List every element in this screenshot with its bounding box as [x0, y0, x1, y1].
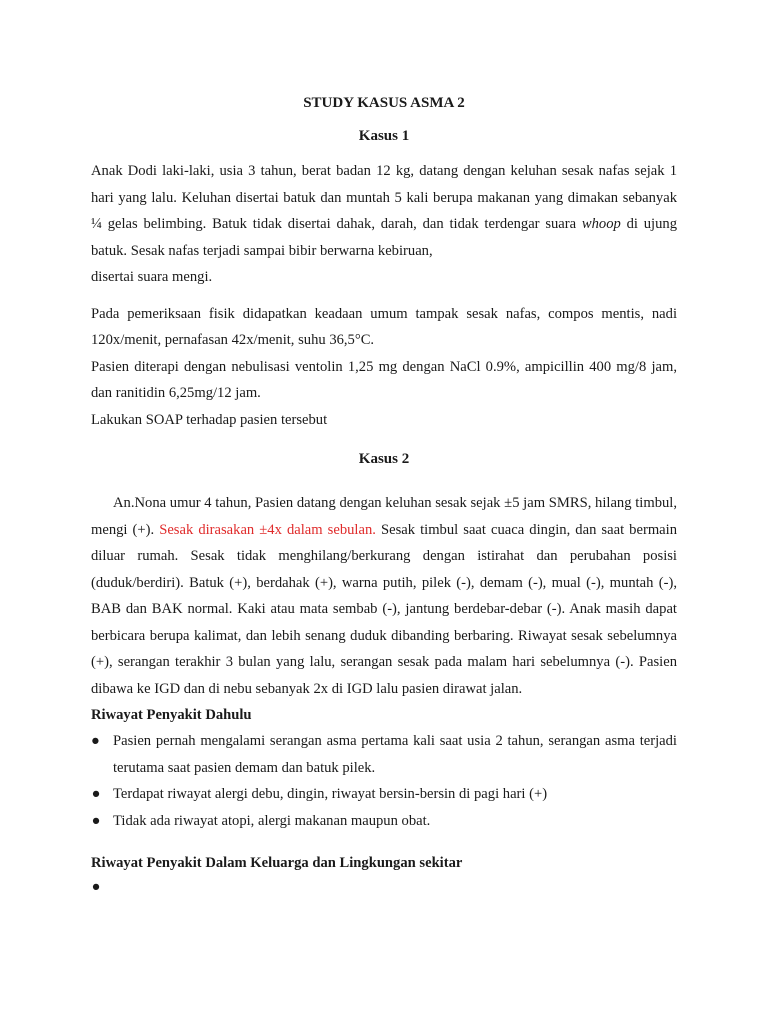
kasus-2-paragraph — [91, 490, 677, 702]
kasus-1-paragraph-4: Lakukan SOAP terhadap pasien tersebut — [91, 411, 328, 428]
kasus-2-text-a: An.Nona umur 4 tahun, Pasien datang dengan keluhan sesak sejak ±5 jam SMRS, hilang timbul, mengi (+). — [91, 495, 677, 538]
kasus-1-paragraph-3: Pasien diterapi dengan nebulisasi ventolin 1,25 mg dengan NaCl 0.9%, ampicillin 400 mg/8 jam, dan ranitidin 6,25mg/12 jam. — [91, 358, 677, 401]
document-title: STUDY KASUS ASMA 2 — [303, 95, 465, 111]
list-item: ● Terdapat riwayat alergi debu, dingin, riwayat bersin-bersin di pagi hari (+) — [91, 781, 677, 808]
kasus-1-paragraph-1-line2: disertai suara mengi. — [91, 269, 213, 285]
bullet-icon: ● — [91, 812, 101, 829]
kasus-1-paragraph-1 — [91, 158, 677, 264]
kasus-2-text-b: Sesak timbul saat cuaca dingin, dan saat bermain diluar rumah. Sesak tidak menghilang/berkurang dengan istirahat dan perubahan posisi (duduk/berdiri). Batuk (+), berdahak (+), warna putih, pilek (-), demam (-), mual (-), muntah (-), BAB dan BAK normal. Kaki atau mata sembab (-), jantung berdebar-debar (-). Anak masih dapat berbicara berupa kalimat, dan lebih senang duduk dibanding berbaring. Riwayat sesak sebelumnya (+), serangan terakhir 3 bulan yang lalu, serangan sesak pada malam hari sebelumnya (-). Pasien dibawa ke IGD dan di nebu sebanyak 2x di IGD lalu pasien dirawat jalan. — [91, 521, 678, 697]
kasus-2-section — [91, 490, 678, 895]
kasus-2-heading: Kasus 2 — [358, 451, 410, 467]
kasus-1-paragraph-2: Pada pemeriksaan fisik didapatkan keadaan umum tampak sesak nafas, compos mentis, nadi 120x/menit, pernafasan 42x/menit, suhu 36,5°C. — [91, 305, 677, 348]
kasus-1-text-a: Anak Dodi laki-laki, usia 3 tahun, berat badan 12 kg, datang dengan keluhan sesak nafas sejak 1 hari yang lalu. Keluhan disertai batuk dan muntah 5 kali berupa makanan yang dimakan sebanyak ¼ gelas belimbing. Batuk tidak disertai dahak, darah, dan tidak terdengar suara — [91, 163, 677, 232]
kasus-1-heading: Kasus 1 — [358, 128, 410, 144]
kasus-1-italic-term: whoop — [581, 216, 621, 232]
bullet-icon: ● — [91, 786, 101, 802]
list-item: ● Pasien pernah mengalami serangan asma pertama kali saat usia 2 tahun, serangan asma terjadi terutama saat pasien demam dan batuk pilek. — [91, 728, 677, 781]
bullet-icon: ● — [91, 879, 101, 895]
kasus-1-text-b: di ujung batuk. Sesak nafas terjadi sampai bibir berwarna kebiruan, — [91, 216, 677, 259]
document-content — [91, 94, 678, 895]
kasus-1-section — [91, 158, 677, 433]
rpd-list — [91, 728, 677, 834]
list-item: ● Tidak ada riwayat atopi, alergi makanan maupun obat. — [91, 808, 677, 835]
rpd-heading: Riwayat Penyakit Dahulu — [91, 707, 252, 723]
kasus-2-highlight-text: Sesak dirasakan ±4x dalam sebulan. — [159, 521, 376, 538]
bullet-icon: ● — [91, 733, 100, 749]
family-history-heading: Riwayat Penyakit Dalam Keluarga dan Lingkungan sekitar — [91, 855, 463, 871]
